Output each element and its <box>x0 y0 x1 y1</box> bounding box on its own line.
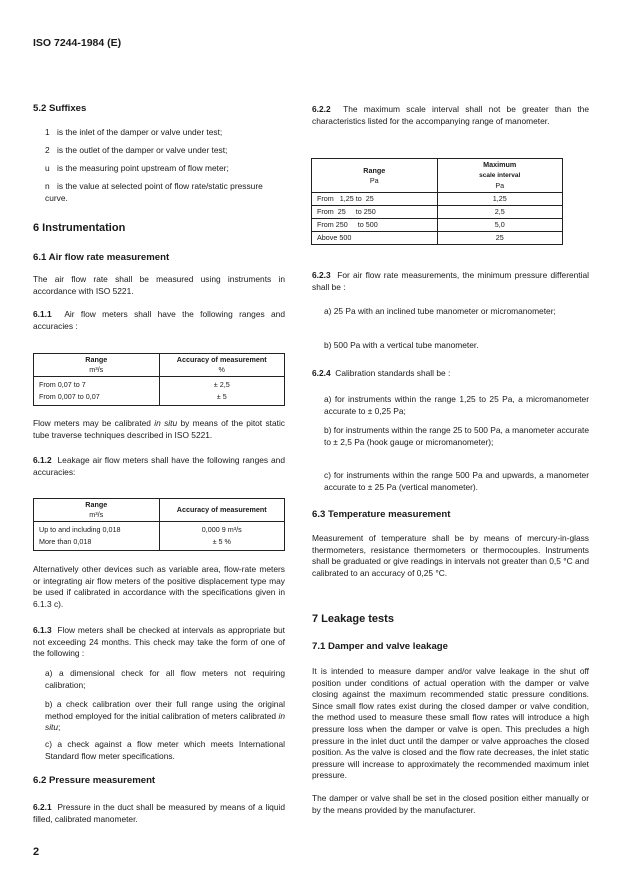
col-header: Range <box>85 355 108 364</box>
section-6-2-4 <box>312 368 589 380</box>
suffix-key: n <box>45 181 50 192</box>
clause-number: 6.1.2 <box>33 455 52 465</box>
list-item-a: a) for instruments within the range 1,25 to 25 Pa, a micromanometer accurate to ± 0,25 Pa; <box>324 394 589 416</box>
cell: From 1,25 to 25 <box>312 193 438 206</box>
cell: ± 2,5 <box>159 377 285 392</box>
section-6-3-title: 6.3 Temperature measurement <box>312 509 451 520</box>
italic-text: in situ <box>154 418 178 428</box>
suffix-text: is the inlet of the damper or valve under test; <box>57 127 223 137</box>
text: by means of the pitot static tube traverse techniques described in ISO 5221. <box>33 418 285 440</box>
cell: From 25 to 250 <box>312 206 438 219</box>
clause-text: For air flow rate measurements, the minimum pressure differential shall be : <box>312 270 589 292</box>
suffix-key: u <box>45 163 50 174</box>
col-header: Range <box>85 500 108 509</box>
cell: 2,5 <box>437 206 563 219</box>
suffix-item <box>45 127 285 139</box>
cell: Up to and including 0,018 <box>34 522 160 537</box>
air-flow-accuracy-table <box>33 353 285 406</box>
cell: 5,0 <box>437 219 563 232</box>
clause-number: 6.2.1 <box>33 802 52 812</box>
cell: 1,25 <box>437 193 563 206</box>
table-row <box>34 377 285 392</box>
cell: ± 5 % <box>159 536 285 551</box>
section-5-2-title: 5.2 Suffixes <box>33 103 87 114</box>
clause-number: 6.2.3 <box>312 270 331 280</box>
list-item-b: b) 500 Pa with a vertical tube manometer. <box>324 340 479 350</box>
clause-number: 6.1.3 <box>33 625 52 635</box>
section-6-1-2 <box>33 455 285 478</box>
text: Flow meters may be calibrated <box>33 418 155 428</box>
suffix-list <box>33 127 285 204</box>
manometer-scale-table <box>311 158 563 245</box>
section-6-3-text: Measurement of temperature shall be by means of mercury-in-glass thermometers, resistance thermometers or thermocouples. Instruments shall be graduated or give readings in intervals not greater than 0,5 °C and calibrated to an accuracy of 0,25 °C. <box>312 533 589 578</box>
col-unit: m³/s <box>89 510 104 519</box>
text: b) a check calibration over their full range using the original method employed for the initial calibration of meters calibrated <box>45 699 285 721</box>
cell: From 250 to 500 <box>312 219 438 232</box>
cell: From 0,07 to 7 <box>34 377 160 392</box>
cell: Above 500 <box>312 232 438 245</box>
suffix-text: is the outlet of the damper or valve under test; <box>57 145 228 156</box>
list-item-b <box>33 699 285 734</box>
list-item-a: a) a dimensional check for all flow meters not requiring calibration; <box>45 668 285 690</box>
alternative-devices-text: Alternatively other devices such as variable area, flow-rate meters or integrating air flow meters of the positive displacement type may be used if calibrated in accordance with the specifications given in 6.1.3 c). <box>33 564 285 609</box>
col-unit: m³/s <box>89 365 104 374</box>
flow-meter-calibration-text <box>33 418 285 441</box>
cell: More than 0,018 <box>34 536 160 551</box>
document-header: ISO 7244-1984 (E) <box>33 37 122 49</box>
col-unit: Pa <box>495 181 505 190</box>
suffix-item <box>45 181 285 204</box>
clause-number: 6.1.1 <box>33 309 52 319</box>
text: ; <box>58 722 61 733</box>
suffix-key: 2 <box>45 145 50 156</box>
clause-text: The maximum scale interval shall not be greater than the characteristics listed for the accompanying range of manometer. <box>312 104 589 126</box>
suffix-item <box>45 145 285 157</box>
section-7-1-title: 7.1 Damper and valve leakage <box>312 641 448 652</box>
table-row <box>312 219 563 232</box>
section-7-1-para-1: It is intended to measure damper and/or valve leakage in the shut off position under conditions of actual operation with the damper or valve closing against the maximum recommended static pressure conditions. Since small flow rates exist during the closed damper or valve condition, the method used to measure these small flow rates will introduce a high pressure loss when the damper or valve is open. This precludes a high pressure in the inlet duct until the damper or valve approaches the closed position. As the valve is closed and the flow rate decreases, the inlet static pressure will increase to approximately the recommended maximum inlet pressure. <box>312 666 589 781</box>
suffix-key: 1 <box>45 127 50 137</box>
cell: 0,000 9 m³/s <box>159 522 285 537</box>
italic-text: in situ <box>45 710 285 733</box>
col-header: Range <box>363 165 386 175</box>
list-item-b: b) for instruments within the range 25 to 500 Pa, a manometer accurate to ± 2,5 Pa (hook gauge or micromanometer); <box>324 425 589 447</box>
table-row <box>312 232 563 245</box>
list-item-c: c) for instruments within the range 500 Pa and upwards, a manometer accurate to ± 25 Pa (vertical manometer). <box>324 470 589 492</box>
clause-text: Flow meters shall be checked at intervals as appropriate but not exceeding 24 months. This check may take the form of one of the following : <box>33 625 286 659</box>
cell: From 0,007 to 0,07 <box>34 391 160 406</box>
list-item-a: a) 25 Pa with an inclined tube manometer or micromanometer; <box>324 306 556 316</box>
section-7-title: 7 Leakage tests <box>312 613 394 625</box>
clause-text: Leakage air flow meters shall have the following ranges and accuracies: <box>33 455 285 477</box>
clause-text: Calibration standards shall be : <box>335 368 451 378</box>
suffix-text: is the value at selected point of flow rate/static pressure curve. <box>45 181 263 203</box>
col-header: Maximum <box>483 160 517 169</box>
col-unit: % <box>218 365 225 374</box>
section-7-1-para-2: The damper or valve shall be set in the closed position either manually or by the means provided by the manufacturer. <box>312 793 589 815</box>
clause-text: Pressure in the duct shall be measured by means of a liquid filled, calibrated manometer. <box>33 802 286 824</box>
page-number: 2 <box>33 846 40 858</box>
col-unit: Pa <box>369 175 379 185</box>
section-6-1-1 <box>33 309 285 332</box>
cell: ± 5 <box>159 391 285 406</box>
cell: 25 <box>437 232 563 245</box>
section-6-1-3 <box>33 625 285 660</box>
table-row <box>34 391 285 406</box>
section-6-1-text: The air flow rate shall be measured using instruments in accordance with ISO 5221. <box>33 274 285 296</box>
section-6-2-2 <box>312 104 589 127</box>
list-item-c: c) a check against a flow meter which meets International Standard flow meter specifications. <box>45 739 285 761</box>
table-row <box>312 193 563 206</box>
col-header: Accuracy of measurement <box>159 499 285 522</box>
section-6-title: 6 Instrumentation <box>33 222 126 234</box>
col-header: Accuracy of measurement <box>176 355 267 364</box>
section-6-2-title: 6.2 Pressure measurement <box>33 775 156 786</box>
clause-text: Air flow meters shall have the following ranges and accuracies : <box>33 309 285 331</box>
suffix-text: is the measuring point upstream of flow meter; <box>57 163 229 174</box>
suffix-item <box>45 163 285 175</box>
table-row <box>312 206 563 219</box>
leakage-flow-accuracy-table <box>33 498 285 551</box>
clause-number: 6.2.2 <box>312 104 331 114</box>
table-row <box>34 536 285 551</box>
section-6-2-3 <box>312 270 589 293</box>
section-6-2-1 <box>33 802 285 825</box>
col-header-sub: scale interval <box>479 172 521 179</box>
section-6-1-title: 6.1 Air flow rate measurement <box>33 252 170 263</box>
table-row <box>34 522 285 537</box>
clause-number: 6.2.4 <box>312 368 331 378</box>
